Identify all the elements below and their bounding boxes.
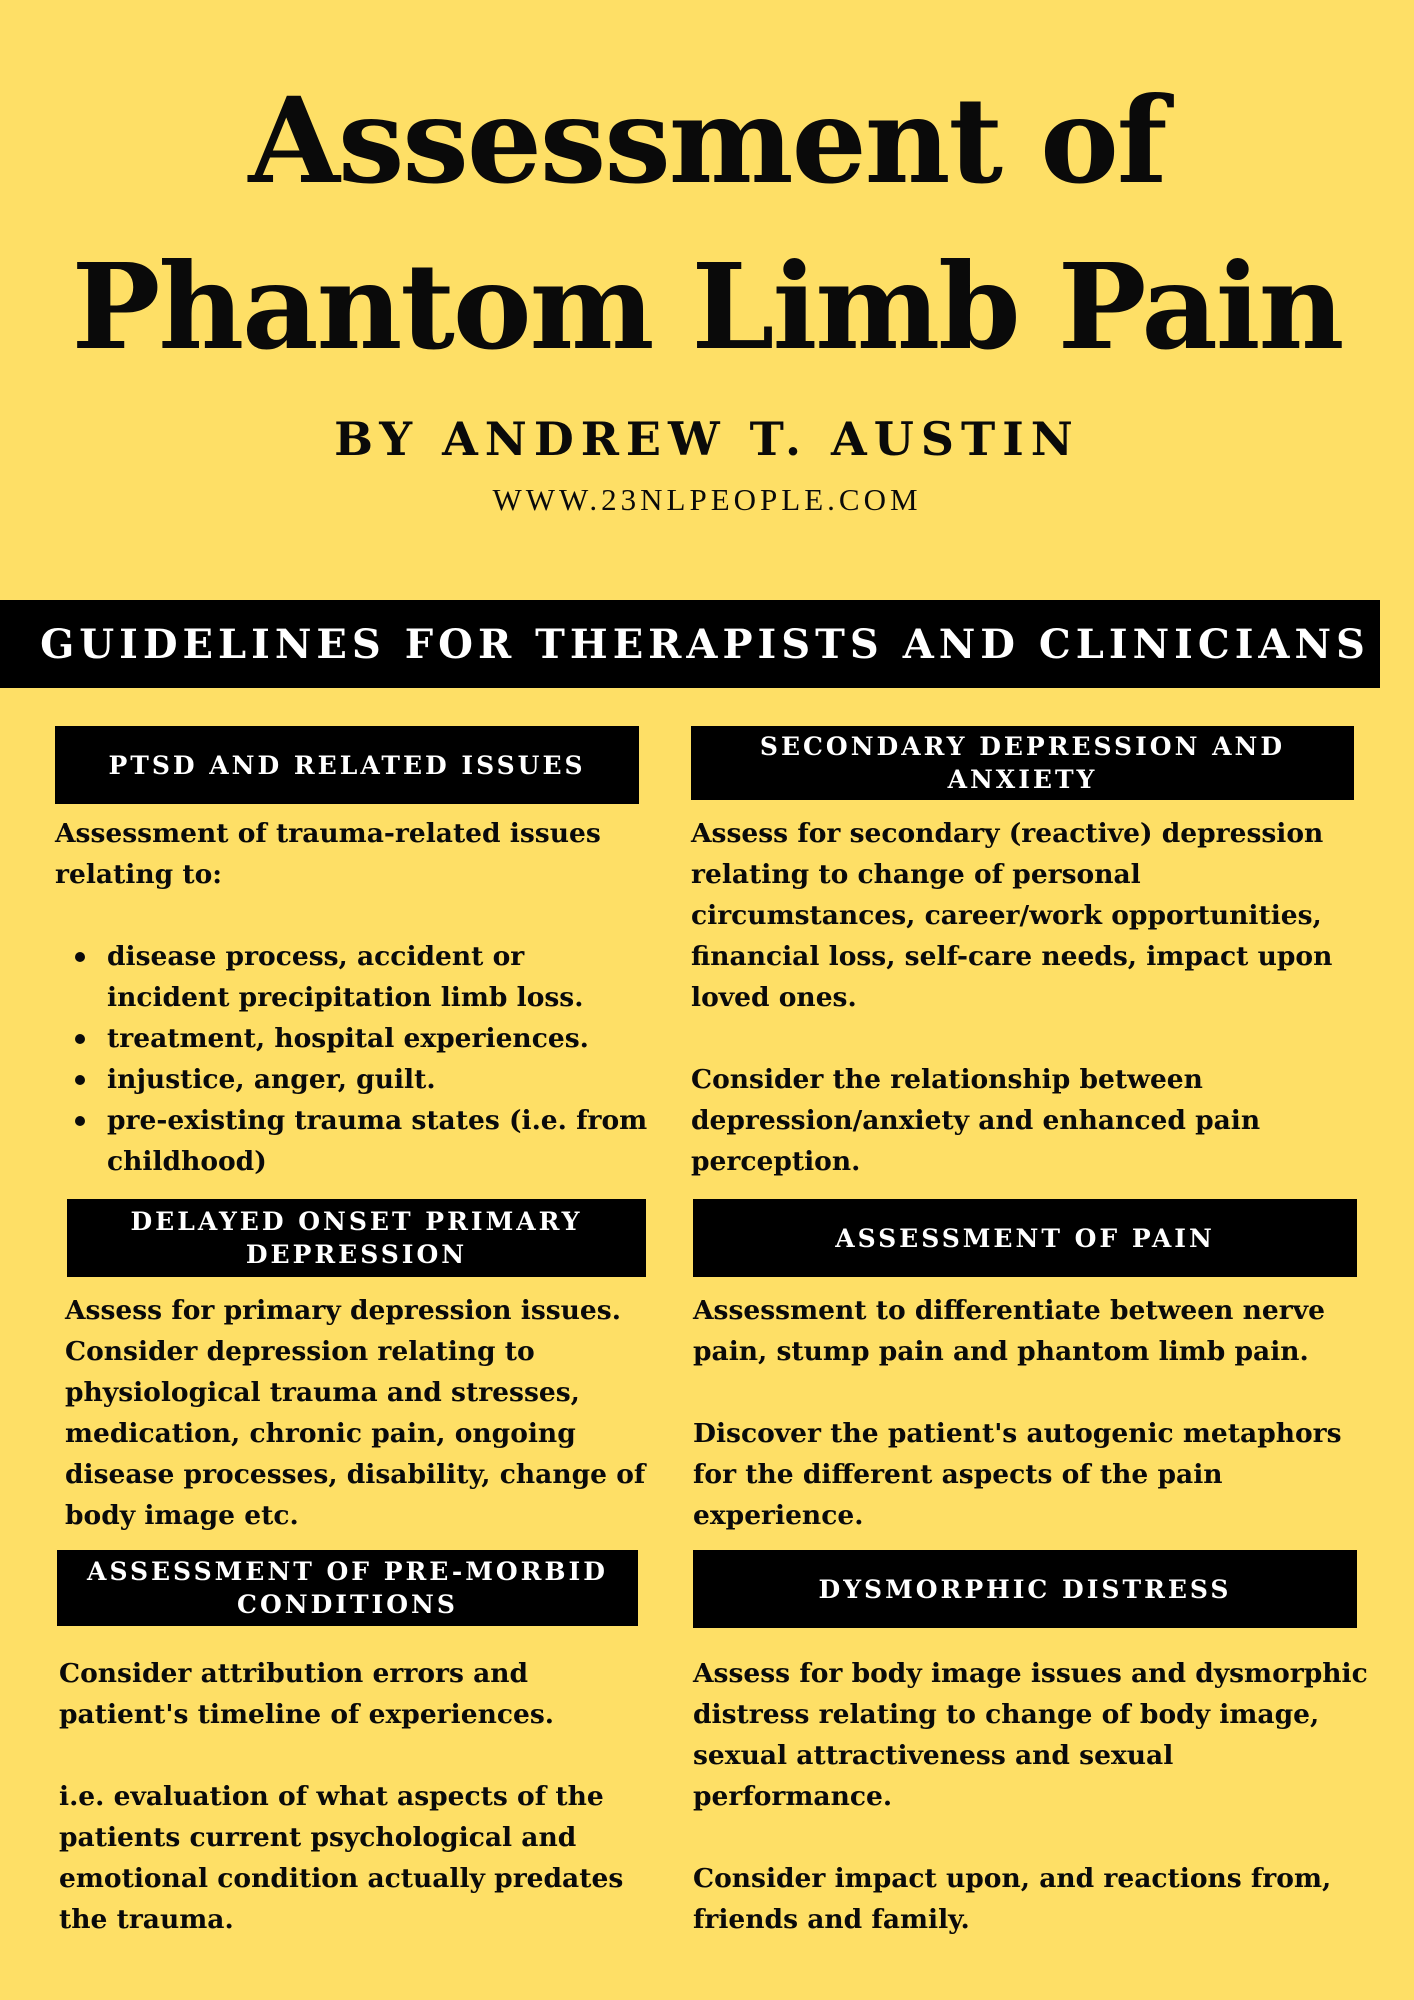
section-paragraph: Consider attribution errors and patient's timeline of experiences. [59,1658,554,1730]
guidelines-banner [0,600,1380,688]
section-paragraph: Discover the patient's autogenic metaphors for the different aspects of the pain experience. [693,1418,1342,1531]
section-paragraph: Assess for primary depression issues. Consider depression relating to physiological trauma and stresses, medication, chronic pain, ongoing disease processes, disability, change of body image etc. [65,1295,646,1531]
section-body-secondary-depression [691,813,1371,1182]
page-title-line-2: Phantom Limb Pain [71,237,1343,376]
section-heading-label: DELAYED ONSET PRIMARY DEPRESSION [130,1207,583,1269]
section-heading-delayed-onset-depression [67,1199,646,1277]
section-heading-label: DYSMORPHIC DISTRESS [818,1574,1232,1604]
list-item: injustice, anger, guilt. [107,1059,655,1100]
author-byline: BY ANDREW T. AUSTIN [334,412,1080,466]
website-url: WWW.23NLPEOPLE.COM [492,482,922,517]
section-heading-label: PTSD AND RELATED ISSUES [108,750,586,780]
section-body-dysmorphic-distress [693,1653,1373,1940]
section-heading-label: SECONDARY DEPRESSION AND ANXIETY [759,732,1286,794]
section-paragraph: Consider impact upon, and reactions from, friends and family. [693,1863,1332,1935]
section-heading-label: ASSESSMENT OF PRE-MORBID CONDITIONS [87,1557,608,1619]
section-body-ptsd [55,813,655,1182]
list-item: disease process, accident or incident precipitation limb loss. [107,936,655,1018]
section-heading-label: ASSESSMENT OF PAIN [835,1223,1215,1253]
section-paragraph: Assess for secondary (reactive) depression relating to change of personal circumstances, career/work opportunities, financial loss, self-care needs, impact upon loved ones. [691,818,1333,1013]
section-paragraph: Assessment of trauma-related issues relating to: [55,818,601,890]
list-item: treatment, hospital experiences. [107,1018,655,1059]
section-paragraph: Assess for body image issues and dysmorphic distress relating to change of body image, sexual attractiveness and sexual performance. [693,1658,1368,1812]
list-item: pre-existing trauma states (i.e. from childhood) [107,1100,655,1182]
guidelines-banner-label: GUIDELINES FOR THERAPISTS AND CLINICIANS [40,620,1370,668]
section-heading-ptsd [55,726,639,804]
section-paragraph: Assessment to differentiate between nerve pain, stump pain and phantom limb pain. [693,1295,1325,1367]
section-paragraph: i.e. evaluation of what aspects of the patients current psychological and emotional condition actually predates the trauma. [59,1781,624,1935]
section-heading-assessment-of-pain [693,1199,1357,1277]
page-title-line-1: Assessment of [248,71,1166,210]
section-body-assessment-of-pain [693,1290,1373,1536]
bullet-list [55,936,655,1182]
section-heading-dysmorphic-distress [693,1550,1357,1628]
section-body-delayed-onset-depression [65,1290,665,1536]
section-heading-pre-morbid-conditions [57,1550,638,1626]
section-paragraph: Consider the relationship between depression/anxiety and enhanced pain perception. [691,1064,1261,1177]
section-body-pre-morbid-conditions [59,1653,659,1940]
section-heading-secondary-depression [691,726,1354,800]
